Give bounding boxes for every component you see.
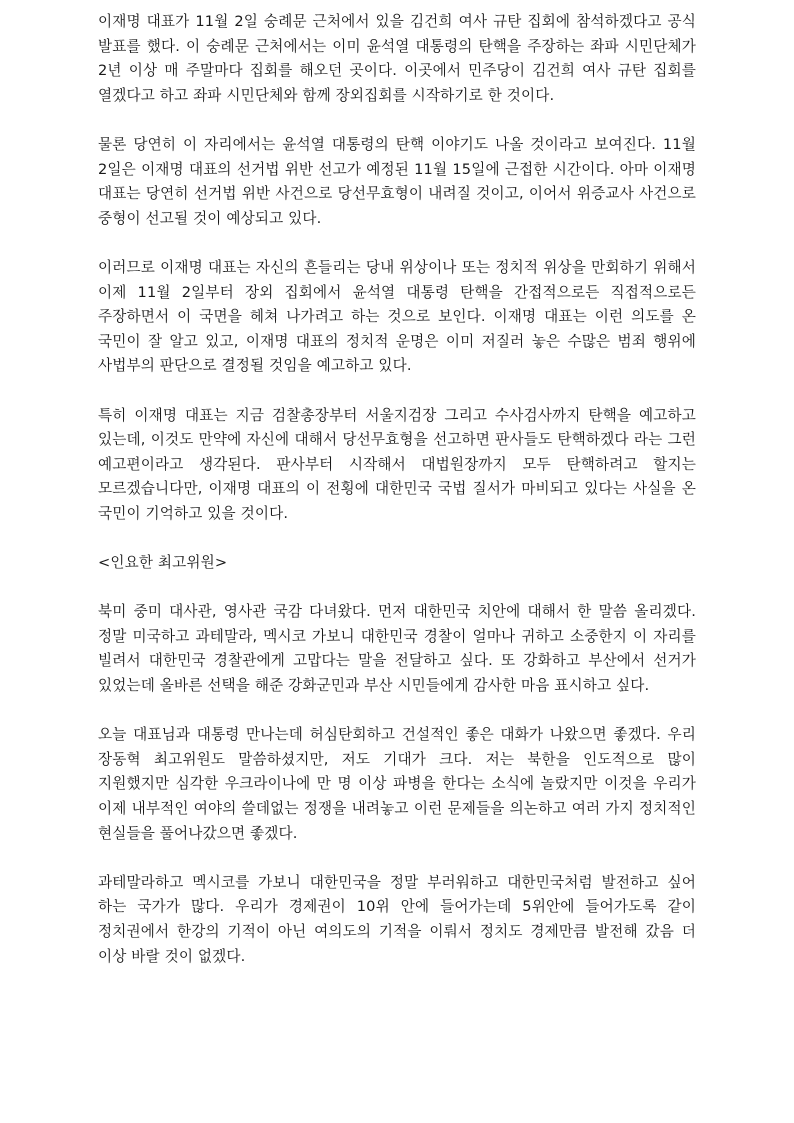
section-heading: <인요한 최고위원> bbox=[98, 554, 228, 572]
paragraph-2: 물론 당연히 이 자리에서는 윤석열 대통령의 탄핵 이야기도 나올 것이라고 보여진다. 11월 2일은 이재명 대표의 선거법 위반 선고가 예정된 11월 15일에 근접한 시간이다. 아마 이재명 대표는 당연히 선거법 위반 사건으로 당선무효형이 내려질 것이고, 이어서 위증교사 사건으로 중형이 선고될 것이 예상되고 있다. bbox=[98, 135, 696, 227]
paragraph-1: 이재명 대표가 11월 2일 숭례문 근처에서 있을 김건희 여사 규탄 집회에 참석하겠다고 공식 발표를 했다. 이 숭례문 근처에서는 이미 윤석열 대통령의 탄핵을 주장하는 좌파 시민단체가 2년 이상 매 주말마다 집회를 해오던 곳이다. 이곳에서 민주당이 김건희 여사 규탄 집회를 열겠다고 하고 좌파 시민단체와 함께 장외집회를 시작하기로 한 것이다. bbox=[98, 13, 696, 104]
document-page bbox=[98, 0, 696, 994]
paragraph-5: 북미 중미 대사관, 영사관 국감 다녀왔다. 먼저 대한민국 치안에 대해서 한 말씀 올리겠다. 정말 미국하고 과테말라, 멕시코 가보니 대한민국 경찰이 얼마나 귀하고 소중한지 이 자리를 빌려서 대한민국 경찰관에게 고맙다는 말을 전달하고 싶다. 또 강화하고 부산에서 선거가 있었는데 올바른 선택을 해준 강화군민과 부산 시민들에게 감사한 마음 표시하고 싶다. bbox=[98, 603, 696, 695]
paragraph-6: 오늘 대표님과 대통령 만나는데 허심탄회하고 건설적인 좋은 대화가 나왔으면 좋겠다. 우리 장동혁 최고위원도 말씀하셨지만, 저도 기대가 크다. 저는 북한을 인도적으로 많이 지원했지만 심각한 우크라이나에 만 명 이상 파병을 한다는 소식에 놀랐지만 이것을 우리가 이제 내부적인 여야의 쓸데없는 정쟁을 내려놓고 이런 문제들을 의논하고 여러 가지 정치적인 현실들을 풀어나갔으면 좋겠다. bbox=[98, 726, 696, 842]
paragraph-4: 특히 이재명 대표는 지금 검찰총장부터 서울지검장 그리고 수사검사까지 탄핵을 예고하고 있는데, 이것도 만약에 자신에 대해서 당선무효형을 선고하면 판사들도 탄핵하겠다 라는 그런 예고편이라고 생각된다. 판사부터 시작해서 대법원장까지 모두 탄핵하려고 할지는 모르겠습니다만, 이재명 대표의 이 전횡에 대한민국 국법 질서가 마비되고 있다는 사실을 온 국민이 기억하고 있을 것이다. bbox=[98, 406, 696, 522]
paragraph-3: 이러므로 이재명 대표는 자신의 흔들리는 당내 위상이나 또는 정치적 위상을 만회하기 위해서 이제 11월 2일부터 장외 집회에서 윤석열 대통령 탄핵을 간접적으로든 직접적으로든 주장하면서 이 국면을 헤쳐 나가려고 하는 것으로 보인다. 이재명 대표는 이런 의도를 온 국민이 잘 알고 있고, 이재명 대표의 정치적 운명은 이미 저질러 놓은 수많은 범죄 행위에 사법부의 판단으로 결정될 것임을 예고하고 있다. bbox=[98, 258, 696, 375]
paragraph-7: 과테말라하고 멕시코를 가보니 대한민국을 정말 부러워하고 대한민국처럼 발전하고 싶어 하는 국가가 많다. 우리가 경제권이 10위 안에 들어가는데 5위안에 들어가도록 같이 정치권에서 한강의 기적이 아닌 여의도의 기적을 이뤄서 정치도 경제만큼 발전해 갔음 더 이상 바랄 것이 없겠다. bbox=[98, 873, 696, 965]
